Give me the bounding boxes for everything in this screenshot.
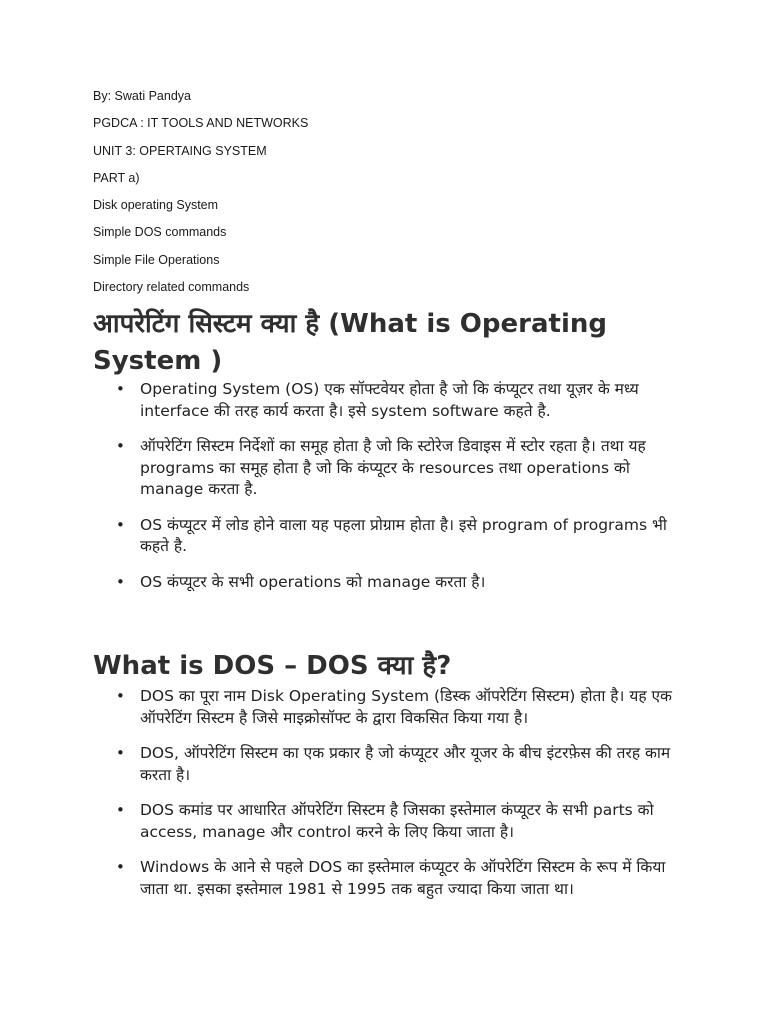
list-item-text: Operating System (OS) एक सॉफ्टवेयर होता है जो कि कंप्यूटर तथा यूज़र के मध्य interface की तरह कार्य करता है। इसे system software कहते है. [140,380,639,420]
list-item [113,572,693,594]
list-item-text: DOS, ऑपरेटिंग सिस्टम का एक प्रकार है जो कंप्यूटर और यूजर के बीच इंटरफ़ेस की तरह काम करता है। [140,744,671,784]
bullet-icon: • [116,572,125,591]
list-item [113,515,693,558]
dos-bullet-list [113,686,693,914]
list-item [113,743,693,786]
topic-line: Simple DOS commands [93,225,227,239]
list-item-text: DOS का पूरा नाम Disk Operating System (डिस्क ऑपरेटिंग सिस्टम) होता है। यह एक ऑपरेटिंग सिस्टम है जिसे माइक्रोसॉफ्ट के द्वारा विकसित किया गया है। [140,687,672,727]
list-item-text: Windows के आने से पहले DOS का इस्तेमाल कंप्यूटर के ऑपरेटिंग सिस्टम के रूप में किया जाता था. इसका इस्तेमाल 1981 से 1995 तक बहुत ज्यादा किया जाता था। [140,858,666,898]
list-item-text: ऑपरेटिंग सिस्टम निर्देशों का समूह होता है जो कि स्टोरेज डिवाइस में स्टोर रहता है। तथा यह programs का समूह होता है जो कि कंप्यूटर के resources तथा operations को manage करता है. [140,437,646,498]
section-heading-operating-system: आपरेटिंग सिस्टम क्या है (What is Operating System ) [93,309,607,376]
bullet-icon: • [116,858,125,876]
bullet-icon: • [116,437,125,455]
list-item [113,379,693,422]
topic-line: Directory related commands [93,280,250,294]
unit-line: UNIT 3: OPERTAING SYSTEM [93,144,267,158]
list-item [113,436,693,501]
bullet-icon: • [116,801,125,819]
course-line: PGDCA : IT TOOLS AND NETWORKS [93,116,309,130]
bullet-icon: • [116,380,125,398]
topic-line: Simple File Operations [93,253,220,267]
list-item [113,800,693,843]
list-item [113,686,693,729]
list-item-text: OS कंप्यूटर के सभी operations को manage करता है। [140,572,486,591]
part-line: PART a) [93,171,140,185]
list-item [113,857,693,900]
operating-system-bullet-list [113,379,693,607]
list-item-text: OS कंप्यूटर में लोड होने वाला यह पहला प्रोग्राम होता है। इसे program of programs भी कहते है. [140,515,667,555]
bullet-icon: • [116,515,125,534]
section-heading-dos: What is DOS – DOS क्या है? [93,651,452,681]
bullet-icon: • [116,687,125,705]
list-item-text: DOS कमांड पर आधारित ऑपरेटिंग सिस्टम है जिसका इस्तेमाल कंप्यूटर के सभी parts को access, manage और control करने के लिए किया जाता है। [140,801,654,841]
author-line: By: Swati Pandya [93,89,191,103]
topic-line: Disk operating System [93,198,219,212]
bullet-icon: • [116,744,125,762]
